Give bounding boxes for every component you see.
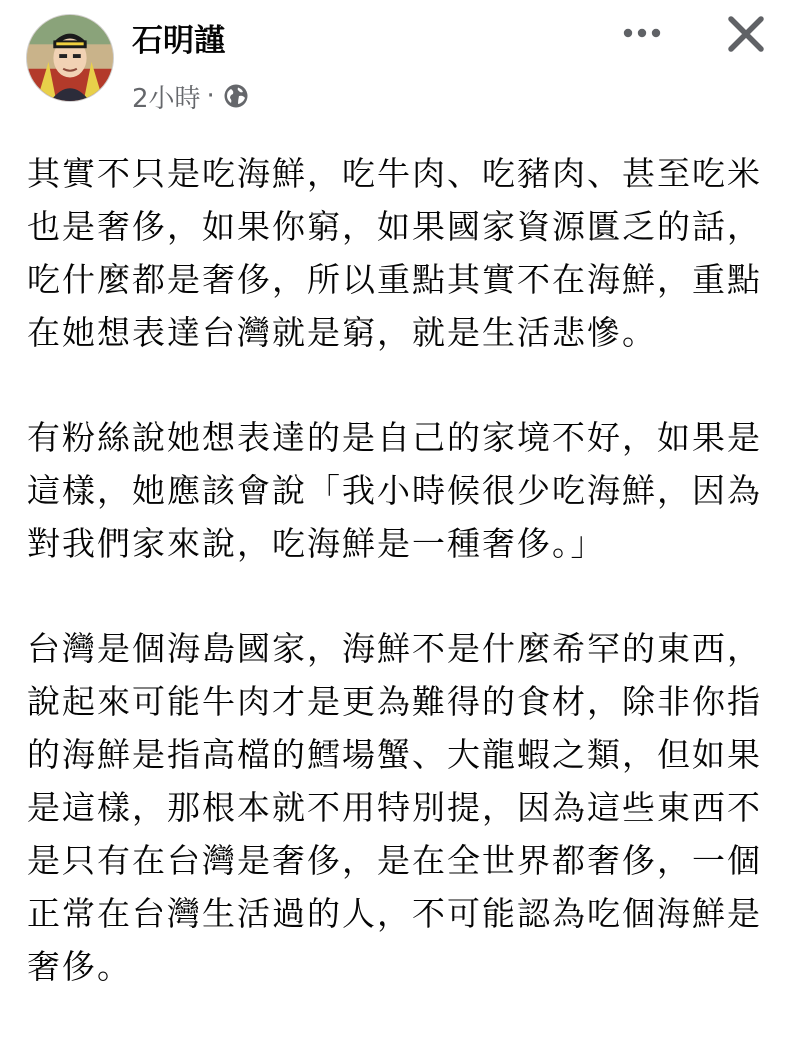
avatar[interactable]	[26, 14, 114, 102]
avatar-image	[27, 15, 113, 101]
post-meta	[132, 78, 249, 114]
post-header	[0, 0, 789, 120]
post-paragraph-2	[27, 411, 767, 570]
text-line: 其實不只是吃海鮮，吃牛肉、吃豬肉、甚至吃米	[27, 154, 762, 193]
text-line: 正常在台灣生活過的人，不可能認為吃個海鮮是	[27, 894, 762, 933]
close-icon[interactable]	[726, 14, 766, 54]
post-body	[27, 147, 767, 1045]
text-line: 是這樣，那根本就不用特別提，因為這些東西不	[27, 788, 762, 827]
text-line: 是只有在台灣是奢侈，是在全世界都奢侈，一個	[27, 841, 762, 880]
text-line: 在她想表達台灣就是窮，就是生活悲慘。	[27, 313, 657, 352]
author-name[interactable]: 石明謹	[132, 23, 225, 59]
text-line: 說起來可能牛肉才是更為難得的食材，除非你指	[27, 682, 762, 721]
text-line: 有粉絲說她想表達的是自己的家境不好，如果是	[27, 418, 762, 457]
post-timestamp[interactable]: 2小時	[132, 83, 201, 114]
text-line: 台灣是個海島國家，海鮮不是什麼希罕的東西，	[27, 629, 762, 668]
text-line: 也是奢侈，如果你窮，如果國家資源匱乏的話，	[27, 207, 762, 246]
text-line: 吃什麼都是奢侈，所以重點其實不在海鮮，重點	[27, 260, 762, 299]
more-dots-icon[interactable]	[618, 18, 666, 48]
post-paragraph-1	[27, 147, 767, 359]
globe-icon[interactable]	[223, 83, 249, 109]
text-line: 奢侈。	[27, 947, 132, 986]
text-line: 對我們家來說，吃海鮮是一種奢侈。」	[27, 524, 606, 563]
text-line: 的海鮮是指高檔的鱈場蟹、大龍蝦之類，但如果	[27, 735, 762, 774]
meta-separator: ·	[206, 81, 215, 111]
text-line: 這樣，她應該會說「我小時候很少吃海鮮，因為	[27, 471, 762, 510]
post-paragraph-3	[27, 622, 767, 993]
